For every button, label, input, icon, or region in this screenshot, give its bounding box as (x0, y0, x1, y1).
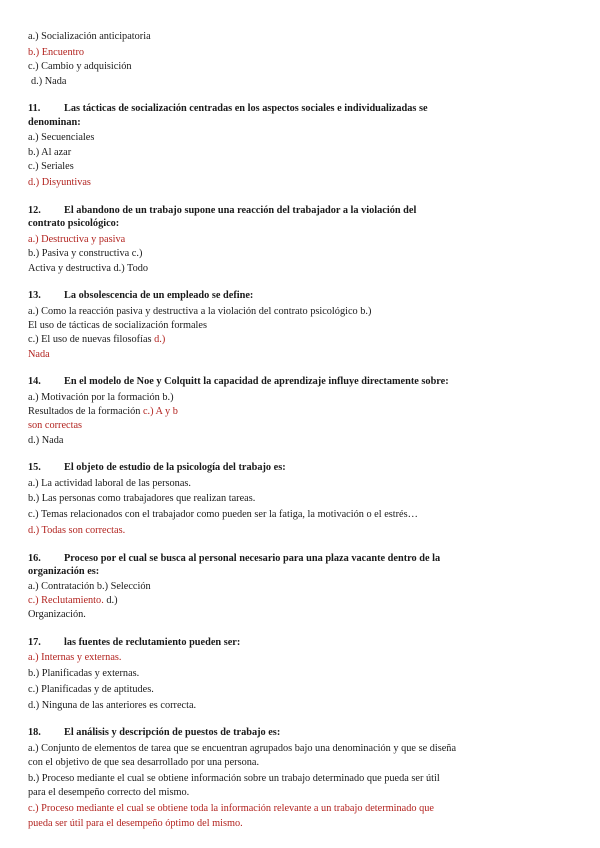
option-c: c.) Planificadas y de aptitudes. (28, 683, 154, 695)
question-18-title: 18. El análisis y descripción de puestos de trabajo es: (28, 727, 281, 739)
option-a: a.) Como la reacción pasiva y destructiva a la violación del contrato psicológico b.) (28, 305, 372, 317)
option-a: a.) Motivación por la formación b.) (28, 391, 174, 403)
option-d: d.) Ninguna de las anteriores es correcta. (28, 699, 197, 711)
question-12-title-cont: contrato psicológico: (28, 217, 120, 229)
question-15-title: 15. El objeto de estudio de la psicología del trabajo es: (28, 462, 286, 474)
option-b: El uso de tácticas de socialización formales (28, 319, 207, 331)
document-page (28, 30, 583, 830)
option-b: b.) Pasiva y constructiva c.) (28, 248, 143, 260)
option-a-b: a.) Contratación b.) Selección (28, 580, 151, 592)
option-d: d.) Nada (31, 75, 67, 87)
question-12-title: 12. El abandono de un trabajo supone una reacción del trabajador a la violación del (28, 204, 417, 216)
question-18 (28, 726, 583, 830)
option-d-correct: d.) Disyuntivas (28, 177, 91, 189)
option-b: b.) Proceso mediante el cual se obtiene información sobre un trabajo determinado que pueda ser útil (28, 772, 440, 784)
question-number: 12. (28, 204, 41, 216)
option-a: a.) La actividad laboral de las personas. (28, 477, 191, 489)
question-number: 13. (28, 290, 41, 302)
question-17-title: 17. las fuentes de reclutamiento pueden ser: (28, 636, 241, 648)
question-12 (28, 204, 583, 276)
option-d-correct: d.) Todas son correctas. (28, 525, 126, 537)
question-16 (28, 552, 583, 622)
question-number: 18. (28, 727, 41, 739)
option-d: d.) (103, 594, 118, 606)
option-c-correct: c.) Reclutamiento. d.) (28, 594, 118, 606)
question-11-title-cont: denominan: (28, 116, 81, 128)
option-c: c.) Seriales (28, 161, 74, 173)
option-b-correct: b.) Encuentro (28, 46, 85, 58)
question-11-title: 11. Las tácticas de socialización centradas en los aspectos sociales e individualizadas se (28, 103, 428, 115)
question-17 (28, 636, 583, 713)
question-16-title-cont: organización es: (28, 566, 100, 578)
option-d-correct: d.) (151, 334, 166, 346)
option-d-cont: Organización. (28, 609, 86, 621)
question-number: 17. (28, 636, 41, 648)
option-b: b.) Las personas como trabajadores que realizan tareas. (28, 493, 256, 505)
question-10-options (28, 30, 583, 88)
option-d-correct-cont: Nada (28, 348, 50, 360)
question-13-title: 13. La obsolescencia de un empleado se define: (28, 290, 254, 302)
question-number: 15. (28, 462, 41, 474)
option-c-correct: c.) Proceso mediante el cual se obtiene toda la información relevante a un trabajo determinado que (28, 803, 434, 815)
option-b-cont: para el desempeño correcto del mismo. (28, 787, 190, 799)
question-16-title: 16. Proceso por el cual se busca al personal necesario para una plaza vacante dentro de la (28, 552, 441, 564)
question-14-title: 14. En el modelo de Noe y Colquitt la capacidad de aprendizaje influye directamente sobre: (28, 376, 449, 388)
option-c-d: Activa y destructiva d.) Todo (28, 262, 149, 274)
option-d: d.) Nada (28, 434, 64, 446)
option-a-correct: a.) Internas y externas. (28, 652, 122, 664)
question-number: 14. (28, 376, 41, 388)
option-a-correct: a.) Destructiva y pasiva (28, 233, 126, 245)
question-number: 16. (28, 552, 41, 564)
option-c-correct-cont: son correctas (28, 420, 83, 432)
option-c: c.) Temas relacionados con el trabajador como pueden ser la fatiga, la motivación o el estrés… (28, 509, 418, 521)
option-c-correct: c.) A y b (140, 405, 178, 417)
option-a: a.) Conjunto de elementos de tarea que se encuentran agrupados bajo una denominación y que se diseña (28, 742, 457, 754)
option-b: b.) Al azar (28, 146, 72, 158)
option-c: c.) Cambio y adquisición (28, 61, 132, 73)
option-c: c.) El uso de nuevas filosofías d.) (28, 334, 166, 346)
option-a: a.) Secuenciales (28, 132, 95, 144)
option-b: b.) Planificadas y externas. (28, 668, 140, 680)
question-13 (28, 289, 583, 361)
option-a: a.) Socialización anticipatoria (28, 31, 151, 42)
question-11 (28, 102, 583, 189)
question-number: 11. (28, 103, 41, 115)
question-15 (28, 461, 583, 538)
option-c-correct-cont: pueda ser útil para el desempeño óptimo del mismo. (28, 817, 243, 829)
option-b: Resultados de la formación c.) A y b (28, 405, 178, 417)
question-14 (28, 375, 583, 447)
option-a-cont: con el objetivo de que sea desarrollado por una persona. (28, 757, 260, 769)
